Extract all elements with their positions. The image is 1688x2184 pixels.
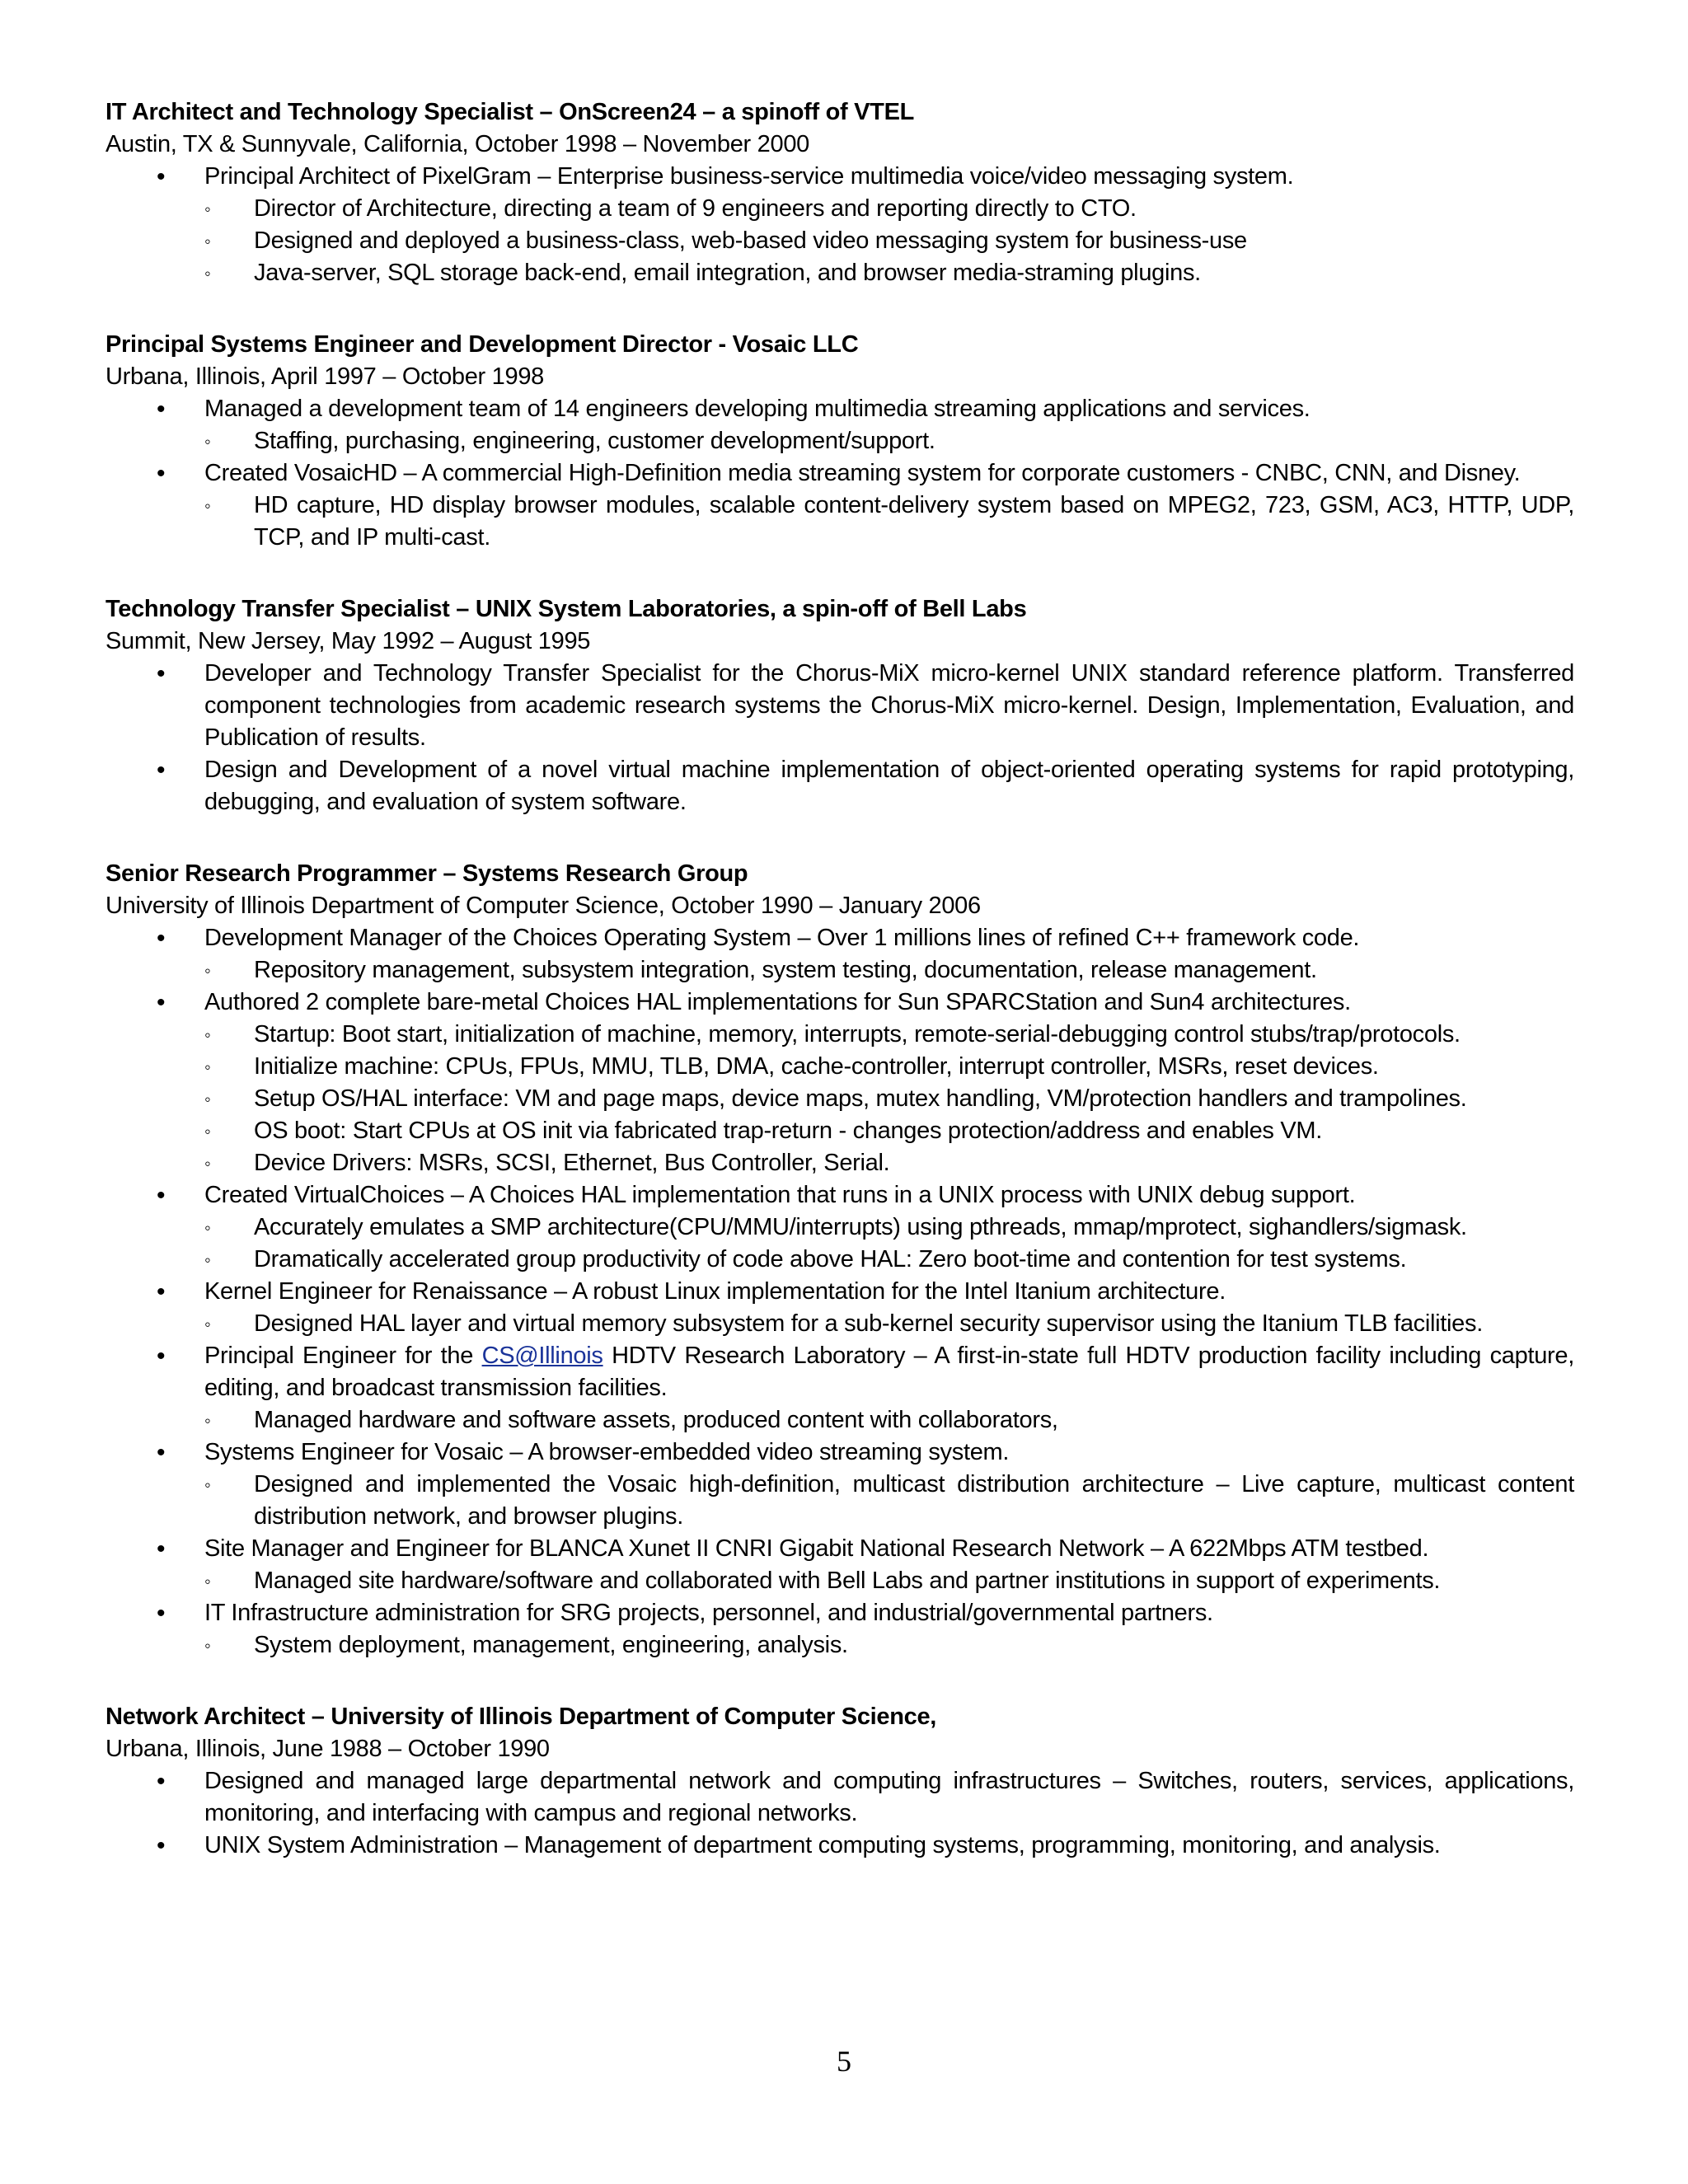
hollow-bullet-icon: ◦ bbox=[204, 1635, 211, 1656]
bullet-list bbox=[106, 161, 1574, 289]
list-item-text: Development Manager of the Choices Operating System – Over 1 millions lines of refined C++ framework code. bbox=[204, 925, 1360, 951]
sub-list-item-text: Setup OS/HAL interface: VM and page maps, device maps, mutex handling, VM/protection handlers and trampolines. bbox=[254, 1085, 1467, 1112]
cs-illinois-link[interactable]: CS@Illinois bbox=[481, 1343, 603, 1369]
bullet-list bbox=[106, 1765, 1574, 1862]
job-title: IT Architect and Technology Specialist – OnScreen24 – a spinoff of VTEL bbox=[106, 99, 915, 125]
sub-list-item bbox=[204, 1083, 1574, 1115]
list-item bbox=[106, 1340, 1574, 1436]
job-title: Network Architect – University of Illinois Department of Computer Science, bbox=[106, 1704, 937, 1730]
list-item-text: Designed and managed large departmental network and computing infrastructures – Switches, routers, services, applications, monitoring, and interfacing with campus and regional networks. bbox=[204, 1768, 1574, 1826]
sub-list-item bbox=[204, 1244, 1574, 1276]
sub-list-item bbox=[204, 257, 1574, 289]
sub-list-item-text: Device Drivers: MSRs, SCSI, Ethernet, Bus Controller, Serial. bbox=[254, 1150, 890, 1176]
job-location-dates: University of Illinois Department of Computer Science, October 1990 – January 2006 bbox=[106, 893, 981, 919]
sub-list-item-text: HD capture, HD display browser modules, scalable content-delivery system based on MPEG2, 723, GSM, AC3, HTTP, UDP, TCP, and IP multi-cast. bbox=[254, 492, 1574, 551]
list-item-text: UNIX System Administration – Management of department computing systems, programming, monitoring, and analysis. bbox=[204, 1832, 1441, 1858]
hollow-bullet-icon: ◦ bbox=[204, 1153, 211, 1174]
job-section-network-architect bbox=[106, 1701, 1574, 1862]
sub-list-item-text: Director of Architecture, directing a team of 9 engineers and reporting directly to CTO. bbox=[254, 195, 1137, 222]
bullet-list bbox=[106, 658, 1574, 818]
sub-list-item bbox=[204, 1308, 1574, 1340]
list-item bbox=[106, 1597, 1574, 1661]
bullet-icon: • bbox=[157, 925, 166, 952]
hollow-bullet-icon: ◦ bbox=[204, 1571, 211, 1591]
hollow-bullet-icon: ◦ bbox=[204, 495, 211, 516]
sub-list-item bbox=[204, 1147, 1574, 1179]
resume-page bbox=[106, 96, 1574, 1901]
bullet-icon: • bbox=[157, 1343, 166, 1370]
hollow-bullet-icon: ◦ bbox=[204, 1024, 211, 1045]
sub-list-item bbox=[204, 225, 1574, 257]
sub-list-item bbox=[204, 1629, 1574, 1661]
sub-list-item-text: Designed and implemented the Vosaic high-definition, multicast distribution architecture – Live capture, multicast content distribution network, and browser plugins. bbox=[254, 1471, 1574, 1530]
bullet-icon: • bbox=[157, 1768, 166, 1795]
list-item bbox=[106, 658, 1574, 754]
hollow-bullet-icon: ◦ bbox=[204, 1474, 211, 1495]
list-item-text-start: Principal Engineer for the bbox=[204, 1343, 482, 1369]
list-item-text: Developer and Technology Transfer Specialist for the Chorus-MiX micro-kernel UNIX standard reference platform. Transferred component technologies from academic research systems the Chorus-MiX micro-kernel. Design, Implementation, Evaluation, and Publication of results. bbox=[204, 660, 1574, 751]
list-item bbox=[106, 1830, 1574, 1862]
list-item-text: Created VosaicHD – A commercial High-Definition media streaming system for corporate customers - CNBC, CNN, and Disney. bbox=[204, 460, 1521, 486]
sub-bullet-list bbox=[204, 490, 1574, 554]
sub-list-item-text: Designed and deployed a business-class, web-based video messaging system for business-use bbox=[254, 227, 1247, 254]
bullet-icon: • bbox=[157, 1182, 166, 1209]
job-title: Senior Research Programmer – Systems Research Group bbox=[106, 860, 748, 887]
list-item bbox=[106, 1179, 1574, 1276]
sub-bullet-list bbox=[204, 425, 1574, 457]
hollow-bullet-icon: ◦ bbox=[204, 1217, 211, 1238]
list-item-text: Site Manager and Engineer for BLANCA Xunet II CNRI Gigabit National Research Network – A 622Mbps ATM testbed. bbox=[204, 1535, 1429, 1562]
sub-list-item-text: Managed hardware and software assets, produced content with collaborators, bbox=[254, 1407, 1058, 1433]
list-item bbox=[106, 1533, 1574, 1597]
job-location-dates: Austin, TX & Sunnyvale, California, October 1998 – November 2000 bbox=[106, 131, 809, 157]
list-item-text: Managed a development team of 14 engineers developing multimedia streaming applications and services. bbox=[204, 396, 1311, 422]
hollow-bullet-icon: ◦ bbox=[204, 263, 211, 284]
sub-list-item-text: Initialize machine: CPUs, FPUs, MMU, TLB, DMA, cache-controller, interrupt controller, MSRs, reset devices. bbox=[254, 1053, 1379, 1080]
sub-bullet-list bbox=[204, 1469, 1574, 1533]
bullet-icon: • bbox=[157, 1439, 166, 1466]
sub-list-item bbox=[204, 1115, 1574, 1147]
list-item bbox=[106, 1436, 1574, 1533]
bullet-icon: • bbox=[157, 460, 166, 487]
hollow-bullet-icon: ◦ bbox=[204, 1410, 211, 1431]
job-title: Technology Transfer Specialist – UNIX System Laboratories, a spin-off of Bell Labs bbox=[106, 596, 1027, 622]
sub-bullet-list bbox=[204, 1404, 1574, 1436]
job-section-usl bbox=[106, 593, 1574, 818]
sub-bullet-list bbox=[204, 1308, 1574, 1340]
job-location-dates: Summit, New Jersey, May 1992 – August 1995 bbox=[106, 628, 591, 654]
list-item-text: Systems Engineer for Vosaic – A browser-embedded video streaming system. bbox=[204, 1439, 1010, 1465]
list-item-text-end: HDTV Research Laboratory – A first-in-state full HDTV production facility including capture, editing, and broadcast transmission facilities. bbox=[204, 1343, 1574, 1401]
sub-bullet-list bbox=[204, 1629, 1574, 1661]
sub-bullet-list bbox=[204, 1019, 1574, 1179]
sub-list-item-text: Managed site hardware/software and collaborated with Bell Labs and partner institutions in support of experiments. bbox=[254, 1568, 1441, 1594]
list-item-text: Authored 2 complete bare-metal Choices HAL implementations for Sun SPARCStation and Sun4 architectures. bbox=[204, 989, 1351, 1015]
sub-list-item-text: Dramatically accelerated group productivity of code above HAL: Zero boot-time and contention for test systems. bbox=[254, 1246, 1407, 1272]
sub-list-item-text: OS boot: Start CPUs at OS init via fabricated trap-return - changes protection/address and enables VM. bbox=[254, 1118, 1323, 1144]
list-item bbox=[106, 754, 1574, 818]
sub-list-item-text: System deployment, management, engineering, analysis. bbox=[254, 1632, 848, 1658]
sub-list-item-text: Repository management, subsystem integration, system testing, documentation, release management. bbox=[254, 957, 1317, 983]
hollow-bullet-icon: ◦ bbox=[204, 960, 211, 981]
bullet-icon: • bbox=[157, 989, 166, 1016]
list-item bbox=[106, 1765, 1574, 1830]
sub-list-item bbox=[204, 425, 1574, 457]
page-number: 5 bbox=[837, 2045, 851, 2078]
list-item bbox=[106, 1276, 1574, 1340]
hollow-bullet-icon: ◦ bbox=[204, 1121, 211, 1141]
sub-list-item-text: Staffing, purchasing, engineering, customer development/support. bbox=[254, 428, 935, 454]
list-item bbox=[106, 922, 1574, 987]
job-section-srg bbox=[106, 858, 1574, 1661]
sub-list-item-text: Accurately emulates a SMP architecture(CPU/MMU/interrupts) using pthreads, mmap/mprotect, sighandlers/sigmask. bbox=[254, 1214, 1467, 1240]
sub-list-item bbox=[204, 193, 1574, 225]
sub-bullet-list bbox=[204, 193, 1574, 289]
bullet-icon: • bbox=[157, 1278, 166, 1305]
list-item bbox=[106, 457, 1574, 554]
job-location-dates: Urbana, Illinois, April 1997 – October 1998 bbox=[106, 363, 544, 390]
job-section-vosaic bbox=[106, 329, 1574, 554]
sub-bullet-list bbox=[204, 954, 1574, 987]
list-item bbox=[106, 393, 1574, 457]
hollow-bullet-icon: ◦ bbox=[204, 1057, 211, 1077]
list-item-text: Design and Development of a novel virtual machine implementation of object-oriented operating systems for rapid prototyping, debugging, and evaluation of system software. bbox=[204, 757, 1574, 815]
list-item-text: Created VirtualChoices – A Choices HAL implementation that runs in a UNIX process with UNIX debug support. bbox=[204, 1182, 1356, 1208]
job-location-dates: Urbana, Illinois, June 1988 – October 1990 bbox=[106, 1736, 550, 1762]
bullet-icon: • bbox=[157, 396, 166, 423]
bullet-icon: • bbox=[157, 1535, 166, 1563]
list-item-text: IT Infrastructure administration for SRG projects, personnel, and industrial/governmental partners. bbox=[204, 1600, 1213, 1626]
sub-list-item bbox=[204, 1565, 1574, 1597]
list-item-text: Principal Architect of PixelGram – Enterprise business-service multimedia voice/video messaging system. bbox=[204, 163, 1294, 190]
bullet-icon: • bbox=[157, 163, 166, 190]
hollow-bullet-icon: ◦ bbox=[204, 1249, 211, 1270]
list-item bbox=[106, 161, 1574, 289]
sub-bullet-list bbox=[204, 1212, 1574, 1276]
sub-list-item bbox=[204, 1212, 1574, 1244]
sub-bullet-list bbox=[204, 1565, 1574, 1597]
hollow-bullet-icon: ◦ bbox=[204, 199, 211, 219]
sub-list-item bbox=[204, 954, 1574, 987]
sub-list-item-text: Startup: Boot start, initialization of machine, memory, interrupts, remote-serial-debugging control stubs/trap/protocols. bbox=[254, 1021, 1461, 1047]
job-title: Principal Systems Engineer and Development Director - Vosaic LLC bbox=[106, 331, 859, 358]
bullet-icon: • bbox=[157, 1600, 166, 1627]
hollow-bullet-icon: ◦ bbox=[204, 1314, 211, 1334]
bullet-icon: • bbox=[157, 757, 166, 784]
list-item bbox=[106, 987, 1574, 1179]
sub-list-item bbox=[204, 1469, 1574, 1533]
bullet-icon: • bbox=[157, 1832, 166, 1859]
job-section-onscreen24 bbox=[106, 96, 1574, 289]
hollow-bullet-icon: ◦ bbox=[204, 231, 211, 251]
hollow-bullet-icon: ◦ bbox=[204, 1089, 211, 1109]
list-item-text: Kernel Engineer for Renaissance – A robust Linux implementation for the Intel Itanium architecture. bbox=[204, 1278, 1226, 1305]
sub-list-item bbox=[204, 1019, 1574, 1051]
sub-list-item-text: Java-server, SQL storage back-end, email integration, and browser media-straming plugins. bbox=[254, 260, 1201, 286]
hollow-bullet-icon: ◦ bbox=[204, 431, 211, 452]
sub-list-item bbox=[204, 490, 1574, 554]
sub-list-item bbox=[204, 1404, 1574, 1436]
list-item-text bbox=[204, 1340, 1574, 1404]
sub-list-item-text: Designed HAL layer and virtual memory subsystem for a sub-kernel security supervisor using the Itanium TLB facilities. bbox=[254, 1310, 1483, 1337]
bullet-icon: • bbox=[157, 660, 166, 687]
bullet-list bbox=[106, 393, 1574, 554]
sub-list-item bbox=[204, 1051, 1574, 1083]
bullet-list bbox=[106, 922, 1574, 1661]
